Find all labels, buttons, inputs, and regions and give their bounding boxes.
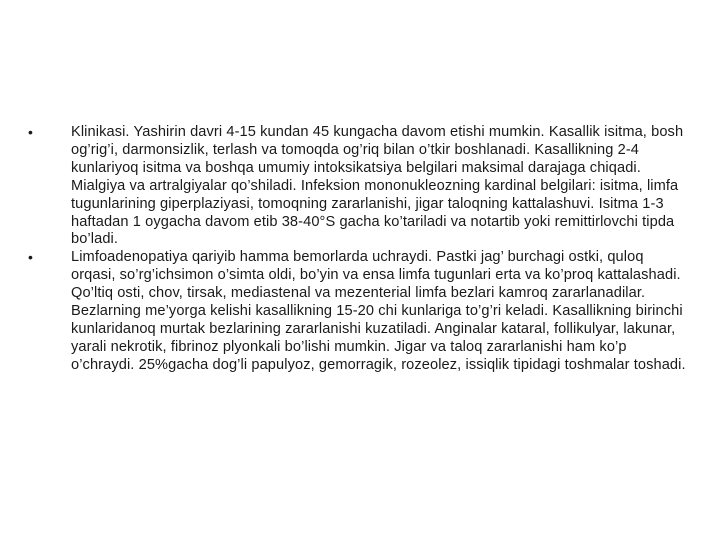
- bullet-marker: •: [28, 249, 34, 266]
- bullet-item-lymphadenopathy: [28, 249, 688, 374]
- bullet-list: [28, 124, 688, 375]
- bullet-text: Limfoadenopatiya qariyib hamma bemorlarda uchraydi. Pastki jag’ burchagi ostki, quloq orqasi, so’rg’ichsimon o’simta oldi, bo’yin va ensa limfa tugunlari erta va ko’proq kattalashadi. Qo’ltiq osti, chov, tirsak, mediastenal va mezenterial limfa bezlari kamroq zararlanadilar. Bezlarning me’yorga kelishi kasallikning 15-20 chi kunlariga to’g’ri keladi. Kasallikning birinchi kunlaridanoq murtak bezlarining zararlanishi kuzatiladi. Anginalar kataral, follikulyar, lakunar, yarali nekrotik, fibrinoz plyonkali bo’lishi mumkin. Jigar va taloq zararlanishi ham ko’p o’chraydi. 25%gacha dog’li papulyoz, gemorragik, rozeolez, issiqlik tipidagi toshmalar toshadi.: [71, 249, 686, 373]
- bullet-item-clinical: [28, 124, 688, 249]
- bullet-text: Klinikasi. Yashirin davri 4-15 kundan 45 kungacha davom etishi mumkin. Kasallik isitma, bosh og’rig’i, darmonsizlik, terlash va tomoqda og’riq bilan o’tkir boshlanadi. Kasallikning 2-4 kunlariyoq isitma va boshqa umumiy intoksikatsiya belgilari maksimal darajaga chiqadi. Mialgiya va artralgiyalar qo’shiladi. Infeksion mononukleozning kardinal belgilari: isitma, limfa tugunlarining giperplaziyasi, tomoqning zararlanishi, jigar taloqning kattalashuvi. Isitma 1-3 haftadan 1 oygacha davom etib 38-40°S gacha ko’tariladi va notartib yoki remittirlovchi tipda bo’ladi.: [71, 124, 684, 248]
- bullet-marker: •: [28, 124, 34, 140]
